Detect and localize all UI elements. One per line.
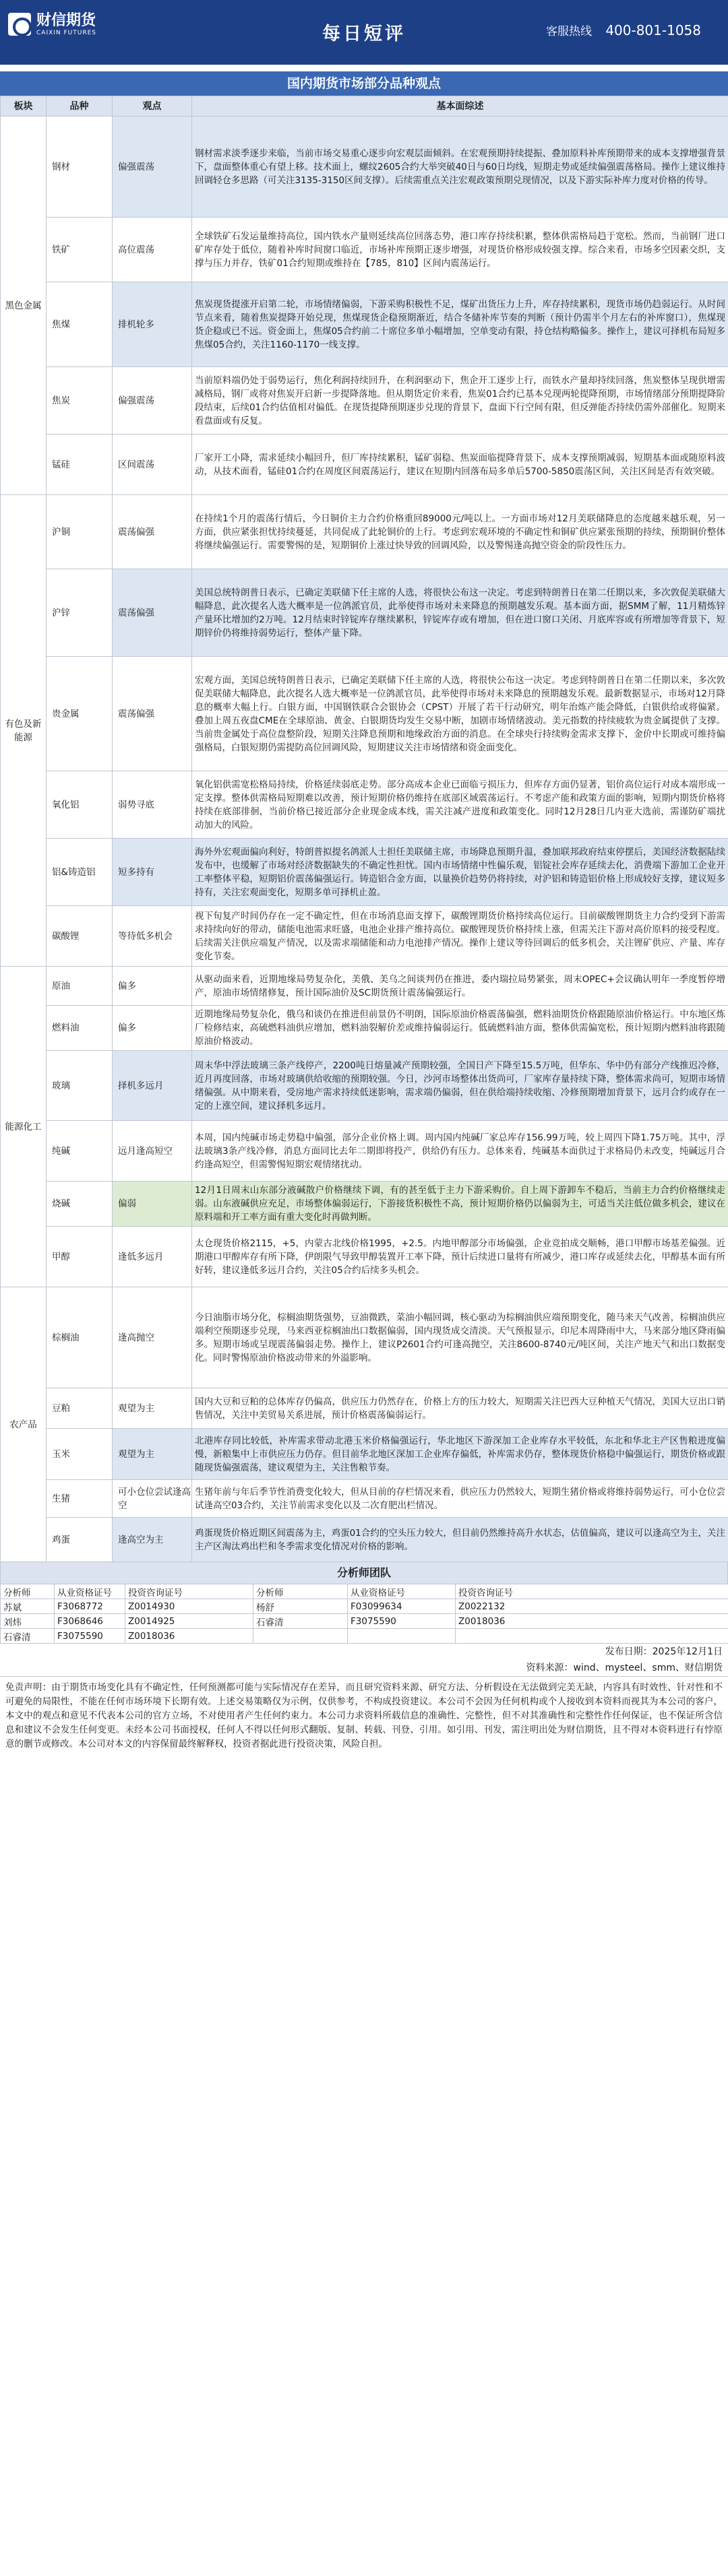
analyst-table-body <box>1 1584 728 1644</box>
summary-cell: 鸡蛋现货价格近期区间震荡为主，鸡蛋01合约的空头压力较大，但目前仍然维持高升水状态，估值偏高，建议可以逢高空为主，关注主产区淘汰鸡出栏和冬季需求变化情况对价格的影响。 <box>192 1518 728 1562</box>
logo-name-en: CAIXIN FUTURES <box>36 30 97 36</box>
variety-cell: 焦煤 <box>47 282 113 367</box>
analyst-cell: F3068772 <box>55 1599 125 1614</box>
variety-cell: 纯碱 <box>47 1121 113 1182</box>
variety-cell: 生猪 <box>47 1480 113 1518</box>
variety-cell: 锰硅 <box>47 434 113 495</box>
analyst-cell: 刘炜 <box>1 1614 55 1629</box>
variety-cell: 甲醇 <box>47 1227 113 1287</box>
variety-cell: 钢材 <box>47 117 113 218</box>
analyst-cell: 石睿清 <box>1 1629 55 1644</box>
variety-cell: 烧碱 <box>47 1182 113 1227</box>
variety-cell: 鸡蛋 <box>47 1518 113 1562</box>
view-cell: 逢高空为主 <box>113 1518 192 1562</box>
summary-cell: 国内大豆和豆粕的总体库存仍偏高，供应压力仍然存在，价格上方的压力较大，短期需关注巴西大豆种植天气情况，美国大豆出口销售情况，关注中美贸易关系进展，预计价格震荡偏弱运行。 <box>192 1388 728 1429</box>
summary-cell: 本周，国内纯碱市场走势稳中偏强，部分企业价格上调。周内国内纯碱厂家总库存156.99万吨，较上周四下降1.75万吨。其中，浮法玻璃3条产线冷修，消息方面同比去年二期即将投产，供给仍有压力。总体来看，纯碱基本面供过于求格局仍未改变，纯碱远月合约逢高短空，但需警惕短期宏观情绪扰动。 <box>192 1121 728 1182</box>
sector-cell: 黑色金属 <box>1 117 47 495</box>
summary-cell: 在持续1个月的震荡行情后，今日铜价主力合约价格重回89000元/吨以上。一方面市场对12月美联储降息的态度越来越乐观，另一方面，供应紧张担忧持续蔓延，共同促成了此轮铜价的上行。考虑到宏观环境的不确定性和铜矿供应紧张预期的持续，预期铜价整体将继续偏强运行。需要警惕的是，短期铜价上涨过快导致的回调风险，以及警惕逢高抛空资金的阶段性压力。 <box>192 495 728 569</box>
view-cell: 远月逢高短空 <box>113 1121 192 1182</box>
variety-cell: 焦炭 <box>47 367 113 434</box>
view-cell: 震荡偏强 <box>113 495 192 569</box>
summary-cell: 北港库存同比较低，补库需求带动北港玉米价格偏强运行，华北地区下游深加工企业库存水平较低，东北和华北主产区售粮进度偏慢，新粮集中上市供应压力仍存。但目前华北地区深加工企业库存偏低，补库需求仍存，整体现货价格稳中偏强运行，期货价格或跟随现货偏强震荡，建议观望为主，关注售粮节奏。 <box>192 1429 728 1480</box>
views-table <box>0 96 728 1562</box>
summary-cell: 生猪年前与年后季节性消费变化较大，但从目前的存栏情况来看，供应压力仍然较大，短期生猪价格或将维持弱势运行，可小仓位尝试逢高空03合约，关注节前需求变化以及二次育肥出栏情况。 <box>192 1480 728 1518</box>
hotline-number[interactable]: 400-801-1058 <box>605 22 701 38</box>
view-cell: 可小仓位尝试逢高空 <box>113 1480 192 1518</box>
summary-cell: 今日油脂市场分化，棕榈油期货强势，豆油微跌，菜油小幅回调，核心驱动为棕榈油供应端预期变化，随马来天气改善，棕榈油供应端利空预期逐步兑现，马来西亚棕榈油出口数据偏弱，国内现货成交清淡。天气预报显示，印尼本周降雨中大，马来部分地区降雨偏多。短期市场或呈现震荡偏弱走势。操作上，建议P2601合约可逢高抛空，关注8600-8740元/吨区间，关注产地天气和出口数据变化。同时警惕原油价格波动带来的外溢影响。 <box>192 1287 728 1388</box>
publish-date: 发布日期：2025年12月1日 <box>605 1646 723 1657</box>
analyst-cell <box>253 1629 348 1644</box>
summary-cell: 视下旬复产时间仍存在一定不确定性，但在市场消息面支撑下，碳酸锂期货价格持续高位运行。目前碳酸锂期货主力合约受到下游需求持续向好的带动，储能电池需求旺盛，电池企业排产维持高位。碳酸锂现货价格持续上涨，但需关注下游对高价原料的接受程度。后续需关注供应端复产情况，以及需求端储能和动力电池排产情况。操作上建议等待回调后的低多机会，关注锂矿供应、产量、库存变化节奏。 <box>192 906 728 967</box>
view-cell: 偏强震荡 <box>113 117 192 218</box>
view-cell: 观望为主 <box>113 1388 192 1429</box>
analyst-cell: Z0014930 <box>125 1599 253 1614</box>
analyst-cell <box>456 1629 728 1644</box>
summary-cell: 从驱动面来看，近期地缘局势复杂化，美俄、美乌之间谈判仍在推进，委内瑞拉局势紧张，周末OPEC+会议确认明年一季度暂停增产，原油市场情绪修复，预计国际油价及SC期货预计震荡偏强运行。 <box>192 967 728 1006</box>
table-row <box>1 1480 728 1518</box>
analyst-column-header: 从业资格证号 <box>348 1584 456 1599</box>
summary-cell: 钢材需求淡季逐步来临，当前市场交易重心逐步向宏观层面倾斜。在宏观预期持续提振、叠加原料补库预期带来的成本支撑增强背景下，盘面整体重心有望上移。技术面上，螺纹2605合约大举突破40日与60日均线，短期走势或延续偏强震荡格局。操作上建议维持回调轻仓多思路（可关注3135-3150区间支撑）。后续需重点关注宏观政策预期兑现情况，以及下游实际补库力度对价格的传导。 <box>192 117 728 218</box>
table-row <box>1 771 728 839</box>
table-row <box>1 569 728 657</box>
analyst-column-header: 分析师 <box>253 1584 348 1599</box>
analyst-cell: Z0018036 <box>456 1614 728 1629</box>
table-row <box>1 1121 728 1182</box>
summary-cell: 美国总统特朗普日表示，已确定美联储下任主席的人选，将很快公布这一决定。考虑到特朗普日在第二任期以来，多次敦促美联储大幅降息，此次提名人选大概率是一位鸽派官员，此举使得市场对未来降息的预期越发乐观。基本面方面，据SMM了解，11月精炼锌产量环比增加约2万吨。12月结束时锌锭库存继续累积，锌锭库存或有增加，但在进口窗口关闭、月底库容或有所增加等背景下，短期锌价仍将维持弱势运行，整体产量下降。 <box>192 569 728 657</box>
variety-cell: 棕榈油 <box>47 1287 113 1388</box>
variety-cell: 燃料油 <box>47 1006 113 1051</box>
analyst-cell: 苏斌 <box>1 1599 55 1614</box>
view-cell: 区间震荡 <box>113 434 192 495</box>
table-row <box>1 282 728 367</box>
view-cell: 逢高抛空 <box>113 1287 192 1388</box>
analyst-column-header: 投资咨询证号 <box>125 1584 253 1599</box>
analyst-cell: 杨舒 <box>253 1599 348 1614</box>
summary-cell: 当前原料端仍处于弱势运行，焦化利润持续回升，在利润驱动下，焦企开工逐步上行，而铁水产量却持续回落，焦炭整体呈现供增需减格局，钢厂或将对焦炭开启新一步提降落地。但从期货定价来看，焦炭01合约已基本兑现两轮提降预期，市场情绪部分预期提降阶段结束，后续01合约估值相对偏低。在现货提降预期逐步兑现的背景下，盘面下行空间有限，但反弹能否持续仍需外部催化。短期来看盘面或有反复。 <box>192 367 728 434</box>
column-header-summary: 基本面综述 <box>192 96 728 117</box>
view-cell: 偏多 <box>113 967 192 1006</box>
summary-cell: 海外外宏观面偏向利好，特朗普拟提名鸽派人士担任美联储主席，市场降息预期升温，叠加联邦政府结束停摆后，美国经济数据陆续发布中，也缓解了市场对经济数据缺失的不确定性担忧。国内市场情绪中性偏乐观，铝锭社会库存延续去化，消费端下游加工企业开工率整体平稳，短期铝价震荡偏强运行。铸造铝合金方面，以量换价趋势仍将持续，对沪铝和铸造铝价格上形成较好支撑，建议短多持有，关注宏观面变化，短期多单可择机止盈。 <box>192 839 728 906</box>
variety-cell: 贵金属 <box>47 657 113 771</box>
page-title: 每日短评 <box>322 24 406 44</box>
variety-cell: 沪锌 <box>47 569 113 657</box>
analyst-table <box>0 1584 728 1644</box>
summary-cell: 太仓现货价格2115，+5，内蒙古北线价格1995，+2.5。内地甲醇部分市场偏强，企业竞拍成交顺畅，港口甲醇市场基差偏强。近期港口甲醇库存有所下降，伊朗限气导致甲醇装置开工率下降，预计后续进口量将有所减少，港口库存或延续去化，甲醇基本面有所好转，建议逢低多远月合约，关注05合约后续多头机会。 <box>192 1227 728 1287</box>
analyst-cell <box>348 1629 456 1644</box>
summary-cell: 周末华中浮法玻璃三条产线停产，2200吨日熔量减产预期较强，全国日产下降至15.5万吨，但华东、华中仍有部分产线推迟冷修，近月再度回落，市场对玻璃供给收缩的预期较强。今日，沙河市场整体出货尚可，厂家库存量持续下降，整体需求尚可，短期市场情绪偏强。从中期来看，受房地产需求持续低迷影响，需求端仍偏弱，但在供给端持续收缩、冷修预期增加背景下，远月合约或存在一定的上涨空间，建议择机多远月。 <box>192 1051 728 1121</box>
sector-cell: 能源化工 <box>1 967 47 1287</box>
analyst-cell: Z0018036 <box>125 1629 253 1644</box>
table-row <box>1 1518 728 1562</box>
disclaimer: 免责声明：由于期货市场变化具有不确定性，任何预测都可能与实际情况存在差异，而且研究资料来源、研究方法、分析假设在无法做到完美无缺，内容具有时效性、针对性和不可避免的局限性，不能在任何市场环境下长期有效。上述交易策略仅为示例，仅供参考，不构成投资建议。本公司不会因为任何机构或个人接收到本资料而视其为本公司的客户，本文中的观点和意见不代表本公司的官方立场，不对使用者产生任何约束力。本公司力求资料所载信息的准确性、完整性，但不对其准确性和完整性作任何保证，也不保证所含信息和建议不会发生任何变更。未经本公司书面授权，任何人不得以任何形式翻版、复制、转载、刊登、引用。如引用、刊发，需注明出处为财信期货，且不得对本资料进行有悖原意的删节或修改。本公司对本文的内容保留最终解释权，投资者据此进行投资决策，风险自担。 <box>0 1676 728 1756</box>
hotline[interactable] <box>546 22 701 38</box>
variety-cell: 玻璃 <box>47 1051 113 1121</box>
variety-cell: 铁矿 <box>47 218 113 282</box>
table-header-row <box>1 96 728 117</box>
column-header-sector: 板块 <box>1 96 47 117</box>
footer-info <box>0 1644 728 1676</box>
view-cell: 弱势寻底 <box>113 771 192 839</box>
sector-cell: 农产品 <box>1 1287 47 1562</box>
analyst-cell: F03099634 <box>348 1599 456 1614</box>
table-row <box>1 967 728 1006</box>
data-source: 资料来源：wind、mysteel、smm、财信期货 <box>526 1663 723 1673</box>
view-cell: 震荡偏强 <box>113 657 192 771</box>
table-row <box>1 117 728 218</box>
views-table-body <box>1 117 728 1562</box>
table-row <box>1 1388 728 1429</box>
analyst-team-title: 分析师团队 <box>0 1562 728 1584</box>
summary-cell: 全球铁矿石发运量维持高位，国内铁水产量则延续高位回落态势，港口库存持续积累，整体供需格局趋于宽松。然而，当前钢厂进口矿库存处于低位，随着补库时间窗口临近，市场补库预期正逐步增强，对现货价格形成较强支撑。综合来看，市场多空因素交织，支撑与压力并存，铁矿01合约短期或维持在【785，810】区间内震荡运行。 <box>192 218 728 282</box>
table-row <box>1 657 728 771</box>
table-row <box>1 1182 728 1227</box>
view-cell: 观望为主 <box>113 1429 192 1480</box>
table-row <box>1 495 728 569</box>
view-cell: 偏强震荡 <box>113 367 192 434</box>
summary-cell: 近期地缘局势复杂化，俄乌和谈仍在推进但前景仍不明朗，国际原油价格震荡偏强，燃料油期货价格跟随原油价格运行。中东地区炼厂检修结束，高硫燃料油供应增加，燃料油裂解价差或维持偏弱运行。低硫燃料油方面，整体供需偏宽松，预计短期内燃料油将跟随原油价格波动。 <box>192 1006 728 1051</box>
summary-cell: 12月1日周末山东部分液碱散户价格继续下调，有的甚至低于主力下游采购价。自上周下游卸车不稳后，当前主力合约价格继续走弱。山东液碱供应充足，市场整体偏弱运行，下游接货积极性不高，预计短期价格仍以偏弱为主，可适当关注低位做多机会，建议在原料端和开工率方面有重大变化时再做判断。 <box>192 1182 728 1227</box>
view-cell: 短多持有 <box>113 839 192 906</box>
analyst-cell: Z0014925 <box>125 1614 253 1629</box>
analyst-row <box>1 1614 728 1629</box>
variety-cell: 碳酸锂 <box>47 906 113 967</box>
summary-cell: 厂家开工小降，需求延续小幅回升，但厂库持续累积，锰矿弱稳、焦炭面临提降背景下，成本支撑预期减弱，短期基本面或随原料波动，从技术面看，锰硅01合约在周度区间震荡运行，建议在短期内回落布局多单后5700-5850震荡区间，关注区间是否有效突破。 <box>192 434 728 495</box>
analyst-cell: F3075590 <box>55 1629 125 1644</box>
analyst-row <box>1 1599 728 1614</box>
variety-cell: 玉米 <box>47 1429 113 1480</box>
analyst-row <box>1 1629 728 1644</box>
app-header <box>0 0 728 65</box>
summary-cell: 氧化铝供需宽松格局持续，价格延续弱底走势。部分高成本企业已面临亏损压力，但库存方面仍显著，铝价高位运行对成本端形成一定支撑。整体供需格局短期难以改善，预计短期价格仍维持在底部区域震荡运行。不考虑产能和政策方面的影响，短期内期货价格将持续在底部徘徊，当前价格已接近部分企业现金成本线，需关注减产进度和政策变化。同时12月28日几内亚大选前，需谨防矿端扰动加大的风险。 <box>192 771 728 839</box>
variety-cell: 沪铜 <box>47 495 113 569</box>
analyst-cell: F3075590 <box>348 1614 456 1629</box>
variety-cell: 铝&铸造铝 <box>47 839 113 906</box>
analyst-header-row <box>1 1584 728 1599</box>
table-row <box>1 1227 728 1287</box>
view-cell: 震荡偏强 <box>113 569 192 657</box>
analyst-column-header: 从业资格证号 <box>55 1584 125 1599</box>
table-row <box>1 1006 728 1051</box>
table-row <box>1 218 728 282</box>
view-cell: 排机轮多 <box>113 282 192 367</box>
variety-cell: 豆粕 <box>47 1388 113 1429</box>
view-cell: 高位震荡 <box>113 218 192 282</box>
analyst-column-header: 投资咨询证号 <box>456 1584 728 1599</box>
analyst-cell: F3068646 <box>55 1614 125 1629</box>
table-row <box>1 839 728 906</box>
column-header-variety: 品种 <box>47 96 113 117</box>
summary-cell: 焦炭现货提涨开启第二轮，市场情绪偏弱，下游采购积极性不足，煤矿出货压力上升，库存持续累积，现货市场仍趋弱运行。从时间节点来看，随着焦炭提降开始兑现，焦煤现货企稳预期渐近，结合冬储补库节奏的判断（预计仍需半个月左右的补库窗口），焦煤现货企稳或已不远。资金面上，焦煤05合约前二十席位多单小幅增加，空单变动有限，持仓结构略偏多。操作上，建议可择机布局短多焦煤05合约，关注1160-1170一线支撑。 <box>192 282 728 367</box>
section-banner: 国内期货市场部分品种观点 <box>0 71 728 96</box>
variety-cell: 氧化铝 <box>47 771 113 839</box>
table-row <box>1 906 728 967</box>
variety-cell: 原油 <box>47 967 113 1006</box>
table-row <box>1 1429 728 1480</box>
column-header-view: 观点 <box>113 96 192 117</box>
table-row <box>1 434 728 495</box>
logo-name-cn: 财信期货 <box>36 12 96 29</box>
analyst-column-header: 分析师 <box>1 1584 55 1599</box>
view-cell: 偏多 <box>113 1006 192 1051</box>
sector-cell: 有色及新能源 <box>1 495 47 967</box>
table-row <box>1 367 728 434</box>
analyst-cell: Z0022132 <box>456 1599 728 1614</box>
view-cell: 择机多远月 <box>113 1051 192 1121</box>
table-row <box>1 1287 728 1388</box>
view-cell: 逢低多远月 <box>113 1227 192 1287</box>
view-cell: 偏弱 <box>113 1182 192 1227</box>
view-cell: 等待低多机会 <box>113 906 192 967</box>
table-row <box>1 1051 728 1121</box>
analyst-cell: 石睿清 <box>253 1614 348 1629</box>
summary-cell: 宏观方面，美国总统特朗普日表示，已确定美联储下任主席的人选，将很快公布这一决定。考虑到特朗普日在第二任期以来，多次敦促美联储大幅降息，此次提名人选大概率是一位鸽派官员，此举使得市场对未来降息的预期越发乐观。最新数据显示，市场对12月降息的概率大幅上行。白银方面，中国钢铁联合会银协会（CPST）开展了若干行动研究，明年治炼产能会降低，白银供给或将偏紧。叠加上周五夜盘CME在全球原油、黄金、白银期货均发生交易中断，加剧市场情绪波动。美元指数的持续疲软为贵金属提供了支撑。当前贵金属处于高位盘整阶段，短期关注降息预期和地缘政治方面的消息。在全球央行持续购金需求支撑下，金价中长期或可维持偏强格局，白银短期仍需提防高位回调风险，短期建议关注市场情绪和资金面变化。 <box>192 657 728 771</box>
hotline-label: 客服热线 <box>545 25 592 38</box>
